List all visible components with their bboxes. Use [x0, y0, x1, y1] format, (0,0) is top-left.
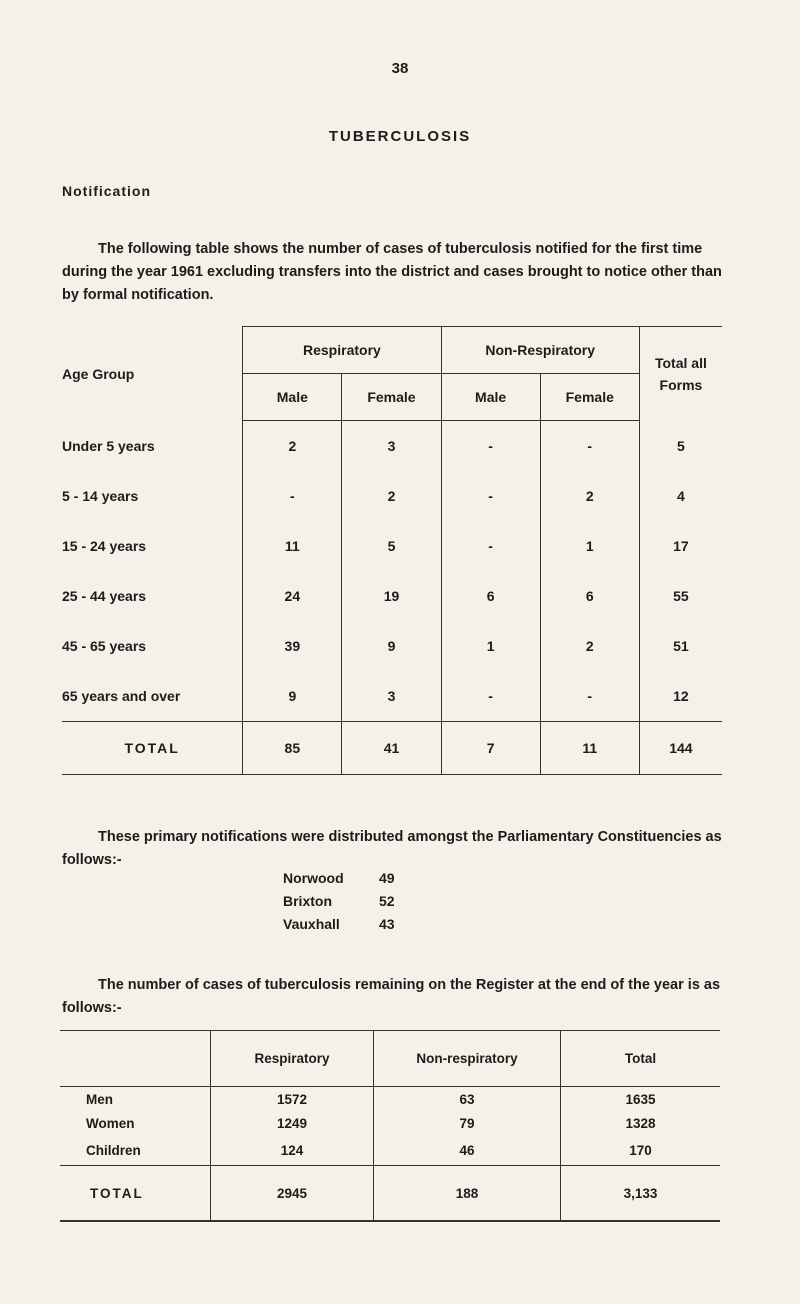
value-cell: -	[441, 471, 540, 521]
value-cell: 6	[441, 571, 540, 621]
value-cell: 11	[243, 521, 342, 571]
value-cell: -	[441, 421, 540, 472]
table-row	[62, 421, 722, 472]
constituency-name: Brixton	[283, 893, 332, 909]
respiratory-header: Respiratory	[243, 327, 441, 374]
resp-male-header: Male	[243, 374, 342, 421]
table-row	[60, 1111, 720, 1135]
respiratory-header: Respiratory	[211, 1031, 374, 1087]
value-cell: 3	[342, 671, 441, 722]
total-cell: 4	[639, 471, 722, 521]
table-row	[60, 1135, 720, 1166]
value-cell: 2	[243, 421, 342, 472]
value-cell: 85	[243, 722, 342, 775]
value-cell: -	[243, 471, 342, 521]
notifications-table	[62, 326, 722, 775]
register-table	[60, 1030, 720, 1222]
page-number: 38	[391, 60, 409, 77]
value-cell: 124	[211, 1135, 374, 1166]
table-row	[62, 621, 722, 671]
resp-female-header: Female	[342, 374, 441, 421]
non-respiratory-header: Non-Respiratory	[441, 327, 639, 374]
value-cell: 188	[374, 1166, 561, 1222]
value-cell: 3	[342, 421, 441, 472]
non-respiratory-header: Non-respiratory	[374, 1031, 561, 1087]
section-heading: Notification	[62, 183, 151, 199]
value-cell: 1572	[211, 1087, 374, 1112]
value-cell: 19	[342, 571, 441, 621]
value-cell: 6	[540, 571, 639, 621]
table-row	[62, 521, 722, 571]
value-cell: 24	[243, 571, 342, 621]
value-cell: 7	[441, 722, 540, 775]
value-cell: 2	[342, 471, 441, 521]
total-label: TOTAL	[60, 1166, 211, 1222]
total-cell: 5	[639, 421, 722, 472]
age-cell: Under 5 years	[62, 437, 155, 454]
value-cell: 11	[540, 722, 639, 775]
table-row	[62, 471, 722, 521]
age-cell: 45 - 65 years	[62, 638, 147, 654]
total-cell: 55	[639, 571, 722, 621]
row-label: Men	[60, 1087, 211, 1112]
total-cell: 170	[561, 1135, 721, 1166]
total-cell: 17	[639, 521, 722, 571]
value-cell: 39	[243, 621, 342, 671]
value-cell: -	[441, 671, 540, 722]
value-cell: 63	[374, 1087, 561, 1112]
total-row	[62, 722, 722, 775]
total-cell: 12	[639, 671, 722, 722]
value-cell: 9	[342, 621, 441, 671]
total-cell: 144	[639, 722, 722, 775]
total-cell: 51	[639, 621, 722, 671]
value-cell: 2	[540, 621, 639, 671]
total-cell: 1328	[561, 1111, 721, 1135]
constituency-name: Norwood	[283, 870, 344, 886]
total-label: TOTAL	[62, 722, 243, 775]
total-row	[60, 1166, 720, 1222]
value-cell: 1249	[211, 1111, 374, 1135]
value-cell: 9	[243, 671, 342, 722]
distribution-paragraph	[62, 826, 742, 872]
value-cell: 79	[374, 1111, 561, 1135]
table-row	[62, 571, 722, 621]
intro-paragraph	[62, 238, 742, 307]
total-all-forms-header: Total all Forms	[639, 327, 722, 421]
age-cell: 25 - 44 years	[62, 588, 147, 604]
value-cell: 1	[441, 621, 540, 671]
value-cell: -	[441, 521, 540, 571]
age-cell: 5 - 14 years	[62, 488, 139, 504]
value-cell: 2945	[211, 1166, 374, 1222]
value-cell: 46	[374, 1135, 561, 1166]
constituency-value: 49	[379, 870, 395, 886]
value-cell: 5	[342, 521, 441, 571]
distribution-text: These primary notifications were distributed amongst the Parliamentary Constituencies as follows:-	[62, 829, 722, 868]
blank-header	[60, 1031, 211, 1087]
table-row	[60, 1087, 720, 1112]
register-paragraph	[62, 974, 742, 1020]
value-cell: -	[540, 671, 639, 722]
value-cell: 1	[540, 521, 639, 571]
value-cell: 2	[540, 471, 639, 521]
page-title: TUBERCULOSIS	[328, 128, 472, 145]
age-cell: 65 years and over	[62, 671, 243, 722]
value-cell: -	[540, 421, 639, 472]
constituency-value: 43	[379, 916, 395, 932]
row-label: Children	[86, 1142, 141, 1158]
constituency-row	[283, 870, 395, 886]
total-cell: 3,133	[561, 1166, 721, 1222]
total-cell: 1635	[561, 1087, 721, 1112]
total-header: Total	[561, 1031, 721, 1087]
intro-text: The following table shows the number of cases of tuberculosis notified for the first time during the year 1961 excluding transfers into the district and cases brought to notice other than by formal notification.	[62, 241, 722, 303]
age-cell: 15 - 24 years	[62, 538, 147, 554]
constituency-row	[283, 893, 395, 909]
value-cell: 41	[342, 722, 441, 775]
nonresp-male-header: Male	[441, 374, 540, 421]
row-label: Women	[86, 1115, 135, 1131]
constituency-row	[283, 916, 395, 932]
nonresp-female-header: Female	[540, 374, 639, 421]
constituency-value: 52	[379, 893, 395, 909]
register-text: The number of cases of tuberculosis remaining on the Register at the end of the year is as follows:-	[62, 977, 721, 1016]
age-group-header: Age Group	[62, 365, 135, 382]
constituency-name: Vauxhall	[283, 916, 340, 932]
table-row	[62, 671, 722, 722]
